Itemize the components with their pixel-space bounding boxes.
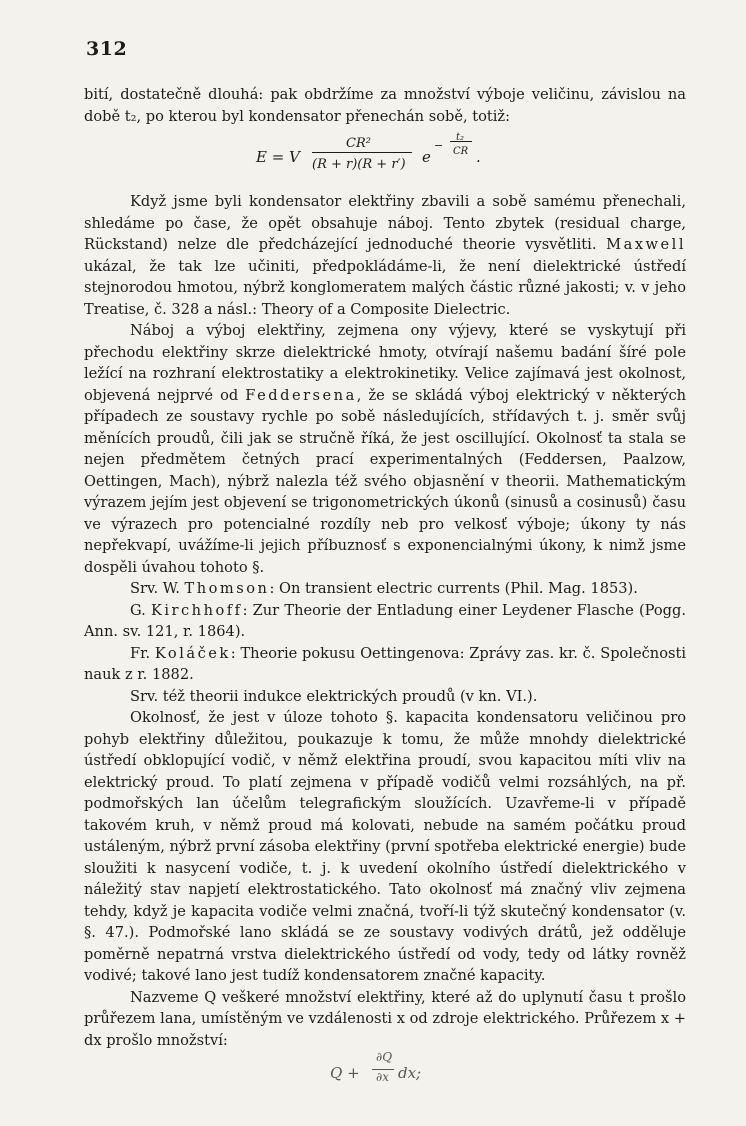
ref-thomson-prefix: Srv. W.	[130, 580, 180, 597]
formula-denominator: (R + r)(R + r′)	[312, 157, 406, 172]
paragraph-oscillation	[84, 320, 686, 578]
paragraph-charge-flow: Nazveme Q veškeré množství elektřiny, které až do uplynutí času t prošlo průřezem lana, umístěným ve vzdálenosti x od zdroje elektrického. Průřezem x + dx prošlo množství:	[84, 988, 686, 1049]
ref-kirchhoff-title: : Zur Theorie der Entladung einer Leydener Flasche (Pogg. Ann. sv. 121, r. 1864).	[84, 601, 687, 640]
formula-discharge	[84, 133, 686, 183]
page-number: 312	[86, 38, 128, 60]
formula2-denominator: ∂x	[376, 1070, 389, 1084]
formula-lhs: E = V	[256, 148, 300, 166]
residual-text-a: Když jsme byli kondensator elektřiny zbavili a sobě samému přenechali, shledáme po čase, že opět obsahuje náboj. Tento zbytek (residual charge, Rückstand) nelze dle předcházející jednoduché theorie vysvětliti.	[84, 193, 686, 253]
name-kolacek: Koláček	[154, 644, 231, 662]
name-kirchhoff: Kirchhoff	[150, 601, 243, 619]
paragraph-submarine-cable: Okolnosť, že jest v úloze tohoto §. kapacita kondensatoru veličinou pro pohyb elektřiny důležitou, poukazuje k tomu, že může mnohdy dielektrické ústředí obklopující vodič, v němž elektřina proudí, svou kapacitou míti vliv na elektrický proud. To platí zejmena v případě vodičů velmi rozsáhlých, na př. podmořských lan účelům telegrafickým sloužících. Uzavřeme-li v případě takovém kruh, v němž proud má kolovati, nebude na samém počátku proud ustáleným, nýbrž první zásoba elektřiny (první spotřeba elektrické energie) bude sloužiti k nasycení vodiče, t. j. k uvedení okolního ústředí dielektrického v náležitý stav napjetí elektrostatického. Tato okolnosť má značný vliv zejmena tehdy, když je kapacita vodiče velmi značná, tvoří-li týž skutečný kondensator (v. §. 47.). Podmořské lano skládá se ze soustavy vodivých drátů, jež odděluje poměrně nepatrná vrstva dielektrického ústředí od vody, tedy od látky rovněž vodivé; takové lano jest tudíž kondensatorem značné kapacity.	[84, 709, 686, 984]
formula-exponent-numerator: t₂	[456, 132, 465, 143]
formula2-lhs: Q +	[330, 1064, 360, 1082]
oscillation-text-a: Náboj a výboj elektřiny, zejmena ony výjevy, které se vyskytují při přechodu elektřiny skrze dielektrické hmoty, otvírají našemu badání šíré pole ležící na rozhraní elektrostatiky a elektrokinetiky. Velice zajímavá jest okolnost, objevená nejprvé od	[84, 322, 686, 404]
formula-exponent-denominator: CR	[453, 146, 469, 157]
reference-thomson	[84, 578, 686, 600]
ref-kolacek-prefix: Fr.	[130, 644, 151, 662]
name-thomson: Thomson	[184, 580, 270, 597]
reference-kirchhoff	[84, 600, 686, 643]
formula2-numerator: ∂Q	[376, 1050, 393, 1064]
name-feddersen: Feddersena	[245, 386, 357, 404]
oscillation-text-b: , že se skládá výboj elektrický v některých případech ze soustavy rychle po sobě následujících, střídavých t. j. směr svůj měnících proudů, čili jak se stručně říká, že jest oscillující. Okolnosť ta stala se nejen předmětem četných prací experimentalných (Feddersen, Paalzow, Oettingen, Mach), nýbrž nalezla též svého objasnění v theorii. Mathematickým výrazem jejím jest objevení se trigonometrických úkonů (sinusů a cosinusů) času ve výrazech pro potencialné rozdíly neb pro velkosť výboje; úkony ty nás nepřekvapí, uvážíme-li jejich příbuznosť s exponencialnými úkony, k nimž jsme dospěli úvahou tohoto §.	[84, 386, 687, 576]
reference-induction: Srv. též theorii indukce elektrických proudů (v kn. VI.).	[130, 687, 538, 705]
ref-kirchhoff-prefix: G.	[130, 601, 146, 619]
reference-kolacek	[84, 643, 686, 686]
ref-kolacek-title: : Theorie pokusu Oettingenova: Zprávy zas. kr. č. Společnosti nauk z r. 1882.	[84, 644, 687, 683]
formula-numerator: CR²	[346, 136, 371, 151]
residual-text-b: ukázal, že tak lze učiniti, předpokládáme-li, že není dielektrické ústředí stejnorodou hmotou, nýbrž konglomeratem malých částic různé jakosti; v. v jeho Treatise, č. 328 a násl.: Theory of a Composite Dielectric.	[84, 257, 686, 318]
paragraph-residual-charge	[84, 191, 686, 320]
fraction-bar	[312, 152, 412, 153]
formula-exponent-minus: −	[434, 139, 444, 152]
formula-exponential-base: e	[422, 148, 431, 166]
paragraph-intro: bití, dostatečně dlouhá: pak obdržíme za množství výboje veličinu, závislou na době t₂, po kterou byl kondensator přenechán sobě, totiž:	[84, 86, 686, 125]
formula-end-period: .	[476, 148, 481, 166]
text-body	[84, 84, 686, 1051]
formula2-rhs: dx;	[398, 1064, 422, 1082]
name-maxwell: Maxwell	[606, 236, 687, 253]
ref-thomson-title: : On transient electric currents (Phil. Mag. 1853).	[269, 580, 638, 597]
